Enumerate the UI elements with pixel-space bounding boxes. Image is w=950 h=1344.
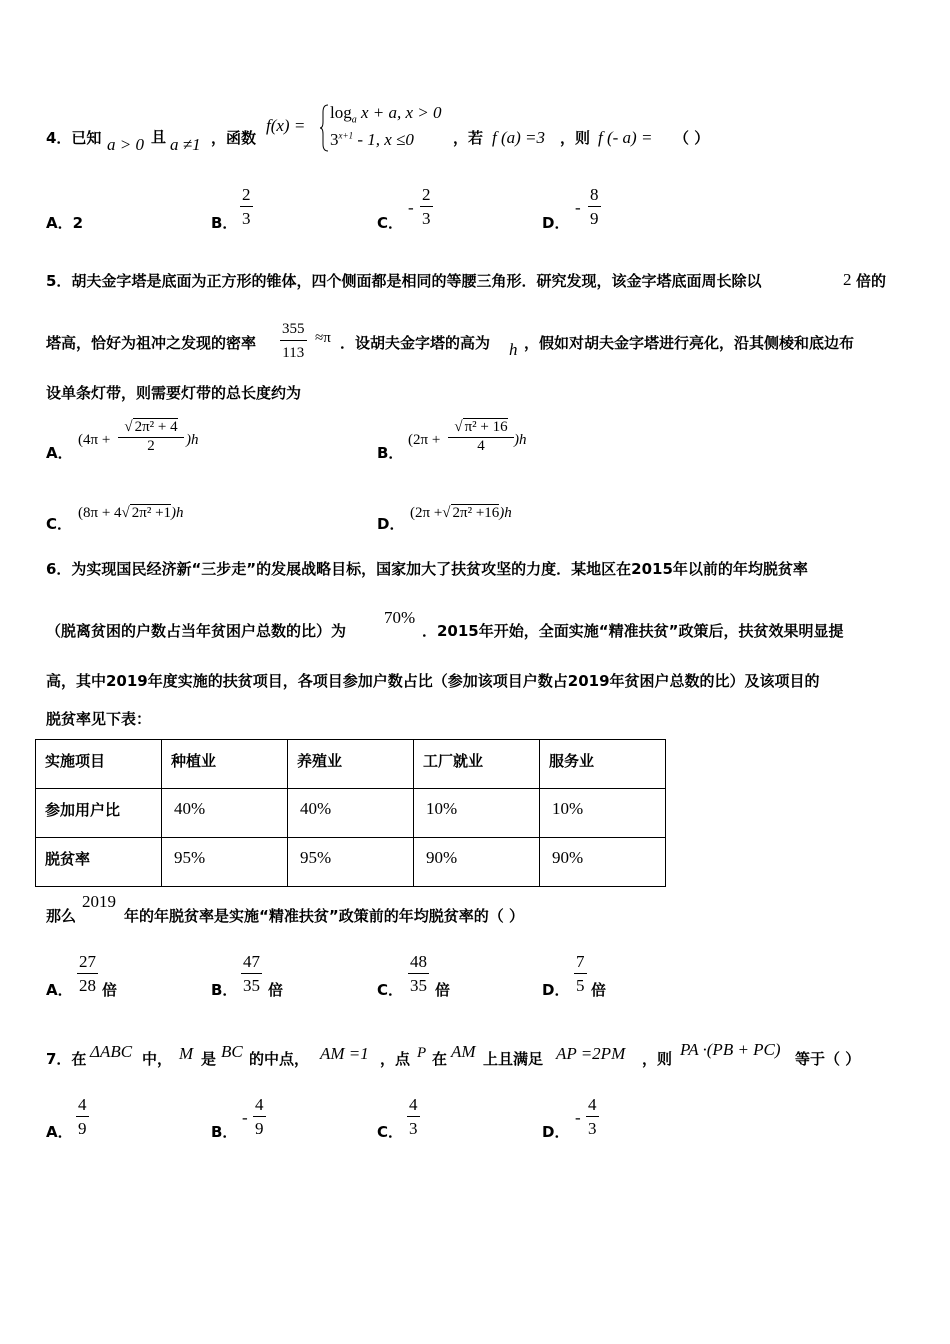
q7-dian: ，点	[380, 1050, 411, 1068]
q5-option-d[interactable]: D．	[377, 515, 405, 533]
q5-option-c-expr: (8π + 4√ 2π² +1)h	[78, 505, 184, 521]
q6-option-b-unit: 倍	[268, 981, 284, 999]
q5-two: 2	[843, 270, 852, 289]
q7-option-c-fraction: $\frac{4}{3}$	[409, 1095, 418, 1138]
q5-line1-end: 倍的	[856, 272, 887, 290]
table-header-cell: 养殖业	[288, 740, 414, 789]
q7-option-b[interactable]: B．	[211, 1123, 238, 1141]
q4-answer-paren: （ ）	[674, 129, 710, 147]
q6-line4: 脱贫率见下表：	[46, 710, 152, 728]
q6-ask: 那么	[46, 907, 77, 925]
q6-option-c[interactable]: C．	[377, 981, 404, 999]
q6-option-a[interactable]: A．	[46, 981, 73, 999]
q7-option-d-sign: -	[575, 1108, 581, 1127]
q7-triangle: ΔABC	[90, 1042, 133, 1061]
q4-piecewise-brace	[319, 104, 329, 152]
q5-line2: 塔高，恰好为祖冲之发现的密率	[46, 334, 257, 352]
q4-option-c[interactable]: C．	[377, 214, 404, 232]
q4-option-d-fraction: $\frac{8}{9}$	[590, 185, 599, 228]
q5-line3: 设单条灯带，则需要灯带的总长度约为	[46, 384, 302, 402]
q7-segment-bc: BC	[221, 1042, 243, 1061]
table-header-cell: 种植业	[162, 740, 288, 789]
q6-option-c-unit: 倍	[435, 981, 451, 999]
q7-segment-am: AM	[451, 1042, 476, 1061]
q7-zai: 在	[432, 1050, 448, 1068]
q6-line2: （脱离贫困的户数占当年贫困户总数的比）为	[46, 622, 347, 640]
q7-option-d[interactable]: D．	[542, 1123, 570, 1141]
q7-ap-eq-2pm: AP =2PM	[556, 1044, 626, 1063]
q4-piece-exp: $3^{x+1} - 1$, x ≤0	[330, 130, 414, 149]
q6-pct-70: 70%	[384, 608, 416, 627]
q7-point-m: M	[179, 1044, 194, 1063]
q7-ask: 等于（ ）	[795, 1050, 861, 1068]
q5-line2-mid: ．设胡夫金字塔的高为	[340, 334, 491, 352]
q4-given: f (a) =3	[492, 128, 546, 147]
q6-ask-end: 年的年脱贫率是实施“精准扶贫”政策前的年均脱贫率的（ ）	[124, 907, 524, 925]
q4-option-c-sign: -	[408, 198, 414, 217]
table-cell: 95%	[288, 838, 414, 887]
q7-shi: 是	[201, 1050, 217, 1068]
q4-func-label: ，函数	[211, 129, 257, 147]
q5-option-d-expr: (2π +√ 2π² +16)h	[410, 505, 512, 521]
q6-option-d-fraction: $\frac{7}{5}$	[576, 952, 585, 995]
q7-midpoint: 的中点，	[249, 1050, 310, 1068]
table-row-label: 参加用户比	[36, 789, 162, 838]
table-row	[36, 789, 666, 838]
q7-vector-expression: PA ·(PB + PC)	[680, 1040, 781, 1059]
q5-option-c[interactable]: C．	[46, 515, 73, 533]
q4-option-d-sign: -	[575, 198, 581, 217]
q6-option-b[interactable]: B．	[211, 981, 238, 999]
table-header-row	[36, 740, 666, 789]
q5-approx-pi: ≈π	[315, 330, 331, 346]
q7-option-b-fraction: $\frac{4}{9}$	[255, 1095, 264, 1138]
q7-point-p: P	[417, 1045, 427, 1061]
q7-option-b-sign: -	[242, 1108, 248, 1127]
q6-year: 2019	[82, 892, 116, 911]
q4-target: f (- a) =	[598, 128, 653, 147]
q4-stem	[46, 128, 101, 148]
table-cell: 90%	[540, 838, 666, 887]
q7-then: ，则	[642, 1050, 673, 1068]
q5-option-a[interactable]: A．	[46, 444, 73, 462]
q4-piece-log: $\log_a x + a$, x > 0	[330, 103, 442, 126]
table-cell: 10%	[414, 789, 540, 838]
q4-fx: f(x) =	[266, 116, 306, 135]
q4-option-b-fraction: $\frac{2}{3}$	[242, 185, 251, 228]
table-header-cell: 工厂就业	[414, 740, 540, 789]
q7-option-c[interactable]: C．	[377, 1123, 404, 1141]
q5-line2-end: ，假如对胡夫金字塔进行亮化，沿其侧棱和底边布	[524, 334, 855, 352]
q4-cond-a-positive: a > 0	[107, 135, 144, 154]
q4-cond-a-not-one: a ≠1	[170, 135, 201, 154]
q6-option-d[interactable]: D．	[542, 981, 570, 999]
q6-line1: 6．为实现国民经济新“三步走”的发展战略目标，国家加大了扶贫攻坚的力度．某地区在2015年以前的年均脱贫率	[46, 560, 808, 578]
q5-milu-fraction: $\frac{355}{113}$	[282, 321, 305, 361]
q7-number: 7．在	[46, 1050, 87, 1068]
q4-option-d[interactable]: D．	[542, 214, 570, 232]
q7-option-a[interactable]: A．	[46, 1123, 73, 1141]
table-row-label: 脱贫率	[36, 838, 162, 887]
q4-if: ，若	[453, 129, 484, 147]
q6-option-b-fraction: $\frac{47}{35}$	[243, 952, 260, 995]
q7-am-eq-1: AM =1	[320, 1044, 369, 1063]
table-cell: 40%	[162, 789, 288, 838]
table-cell: 10%	[540, 789, 666, 838]
q7-option-d-fraction: $\frac{4}{3}$	[588, 1095, 597, 1138]
q6-option-a-unit: 倍	[102, 981, 118, 999]
table-header-cell: 实施项目	[36, 740, 162, 789]
document-page: 4．已知 a > 0 且 a ≠1 ，函数 f(x) = $\log_a x + a$, x > 0 $3^{x+1} - 1$, x ≤0 ，若 f (a) =3 ，则 f (- a) = （ ） A．2 B． $\frac{2}{3}$ C． - $\frac{2}{3}$ D． - $\frac{8}{9}$ 5．胡夫金字塔是底面为正方形的锥体，四个侧面都是相同的等腰三角形．研究发现，该金字塔底面周长除以 2 倍的 塔高，恰好为祖冲之发现的密率 $\frac{355}{113}$ ≈π ．设胡夫金字塔的高为 h ，假如对胡夫金字塔进行亮化，沿其侧棱和底边布 设单条灯带，则需要灯带的总长度约为 A． (4π + √ 2π² + 4 2 )h B． (2π + √ π² + 16 4 )h C． (8π + 4√ 2π² +1)h D． (2π +√ 2π² +16)h 6．为实现国民经济新“三步走”的发展战略目标，国家加大了扶贫攻坚的力度．某地区在2015年以前的年均脱贫率 （脱离贫困的户数占当年贫困户总数的比）为 70% ．2015年开始，全面实施“精准扶贫”政策后，扶贫效果明显提 高，其中2019年度实施的扶贫项目，各项目参加户数占比（参加该项目户数占2019年贫困户总数的比）及该项目的 脱贫率见下表： 实施项目 种植业 养殖业 工厂就业 服务业 参加用户比 40% 40% 10% 10% 脱贫率 95% 95% 90% 90% 那么 2019 年的年脱贫率是实施“精准扶贫”政策前的年均脱贫率的（ ） A． $\frac{27}{28}$ 倍 B． $\frac{47}{35}$ 倍 C． $\frac{48}{35}$ 倍 D． $\frac{7}{5}$ 倍 7．在 ΔABC 中， M 是 BC 的中点， AM =1 ，点 P 在 AM 上且满足 AP =2PM ，则 PA ·(PB + PC) 等于（ ） A． $\frac{4}{9}$ B． - $\frac{4}{9}$ C． $\frac{4}{3}$ D． - $\frac{4}{3}$	[0, 0, 950, 1344]
q4-number: 4．已知	[46, 129, 102, 147]
q6-option-d-unit: 倍	[591, 981, 607, 999]
q6-poverty-table	[35, 739, 666, 887]
q7-zhong: 中，	[142, 1050, 173, 1068]
q7-condition: 上且满足	[483, 1050, 544, 1068]
q6-option-c-fraction: $\frac{48}{35}$	[410, 952, 427, 995]
table-cell: 95%	[162, 838, 288, 887]
table-cell: 90%	[414, 838, 540, 887]
q6-line2-end: ．2015年开始，全面实施“精准扶贫”政策后，扶贫效果明显提	[422, 622, 844, 640]
q4-option-c-fraction: $\frac{2}{3}$	[422, 185, 431, 228]
q4-and: 且	[151, 128, 167, 146]
q6-line3: 高，其中2019年度实施的扶贫项目，各项目参加户数占比（参加该项目户数占2019年贫困户总数的比）及该项目的	[46, 672, 820, 690]
q5-line1: 5．胡夫金字塔是底面为正方形的锥体，四个侧面都是相同的等腰三角形．研究发现，该金字塔底面周长除以	[46, 272, 762, 290]
table-row	[36, 838, 666, 887]
q4-then: ，则	[560, 129, 591, 147]
q5-option-b[interactable]: B．	[377, 444, 404, 462]
q7-option-a-fraction: $\frac{4}{9}$	[78, 1095, 87, 1138]
q5-height-h: h	[509, 340, 518, 359]
table-cell: 40%	[288, 789, 414, 838]
q4-option-a[interactable]: A．2	[46, 214, 84, 232]
q6-option-a-fraction: $\frac{27}{28}$	[79, 952, 96, 995]
table-header-cell: 服务业	[540, 740, 666, 789]
q4-option-b[interactable]: B．	[211, 214, 238, 232]
